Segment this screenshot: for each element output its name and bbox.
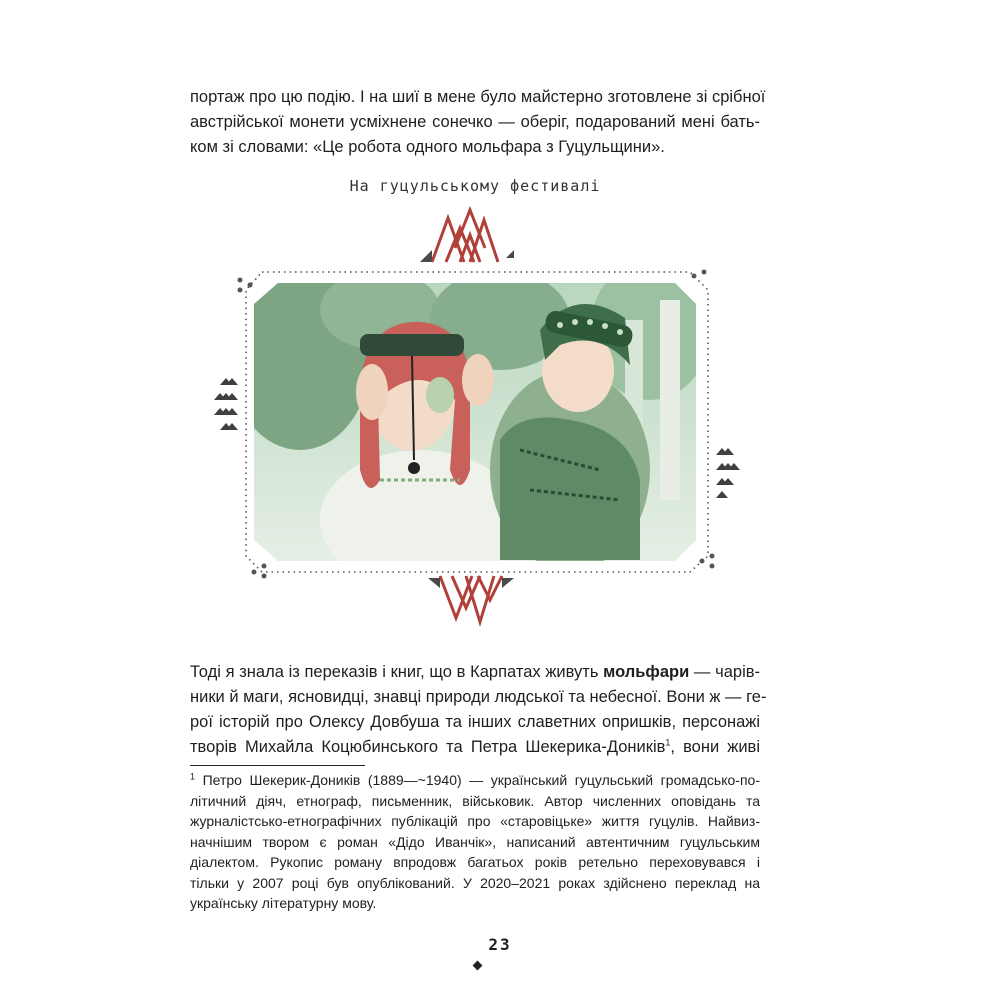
text-line: австрійської монети усміхнене сонечко — оберіг, подарований мені бать- — [190, 113, 760, 131]
footnote-line: українську літературну мову. — [190, 895, 377, 911]
bold-term: мольфари — [603, 663, 690, 681]
text-line: рої історій про Олексу Довбуша та інших славетних опришків, персонажі — [190, 713, 760, 731]
right-triangle-ornament-icon — [716, 448, 740, 498]
top-ornament-icon — [432, 210, 498, 262]
footnote-ref[interactable]: 1 — [665, 737, 671, 748]
footnote-line: літичний діяч, етнограф, письменник, військовик. Автор численних оповідань та — [190, 792, 760, 809]
photo-caption: На гуцульському фестивалі — [349, 177, 601, 195]
page-number: 23 — [488, 935, 512, 954]
footnote-divider — [190, 765, 365, 766]
left-triangle-ornament-icon — [214, 378, 238, 430]
text-line — [190, 660, 760, 685]
text-segment: — чарів- — [689, 663, 760, 681]
footnote — [190, 770, 760, 914]
main-paragraph — [190, 660, 767, 760]
text-segment: Петро Шекерик-Доників (1889—~1940) — український гуцульський громадсько-по- — [195, 772, 760, 788]
text-segment: творів Михайла Коцюбинського та Петра Шекерика-Доників — [190, 738, 666, 756]
text-line — [190, 735, 760, 760]
festival-photo-icon — [230, 260, 710, 590]
text-line: ком зі словами: «Це робота одного мольфара з Гуцульщини». — [190, 138, 665, 156]
text-line: портаж про цю подію. І на шиї в мене було майстерно зготовлене зі срібної — [190, 88, 766, 106]
footnote-line — [190, 770, 760, 791]
footnote-line: журналістсько-етнографічних публікацій про «старовіцьке» життя гуцулів. Найвиз- — [190, 813, 760, 829]
footnote-marker: 1 — [190, 771, 196, 782]
footnote-line: начнішим твором є роман «Дідо Иванчік», написаний автентичним гуцульським — [190, 833, 760, 850]
text-segment: , вони живі — [670, 738, 760, 756]
footnote-line: тільки у 2007 році був опублікований. У 2020–2021 роках здійснено переклад на — [190, 874, 760, 891]
bottom-ornament-icon — [440, 576, 502, 622]
text-line: ники й маги, ясновидці, знавці природи людської та небесної. Вони ж — ге- — [190, 688, 767, 706]
footnote-line: діалектом. Рукопис роману впродовж багатьох років ретельно переховувався і — [190, 854, 760, 870]
text-segment: Тоді я знала із переказів і книг, що в Карпатах живуть — [190, 663, 604, 681]
